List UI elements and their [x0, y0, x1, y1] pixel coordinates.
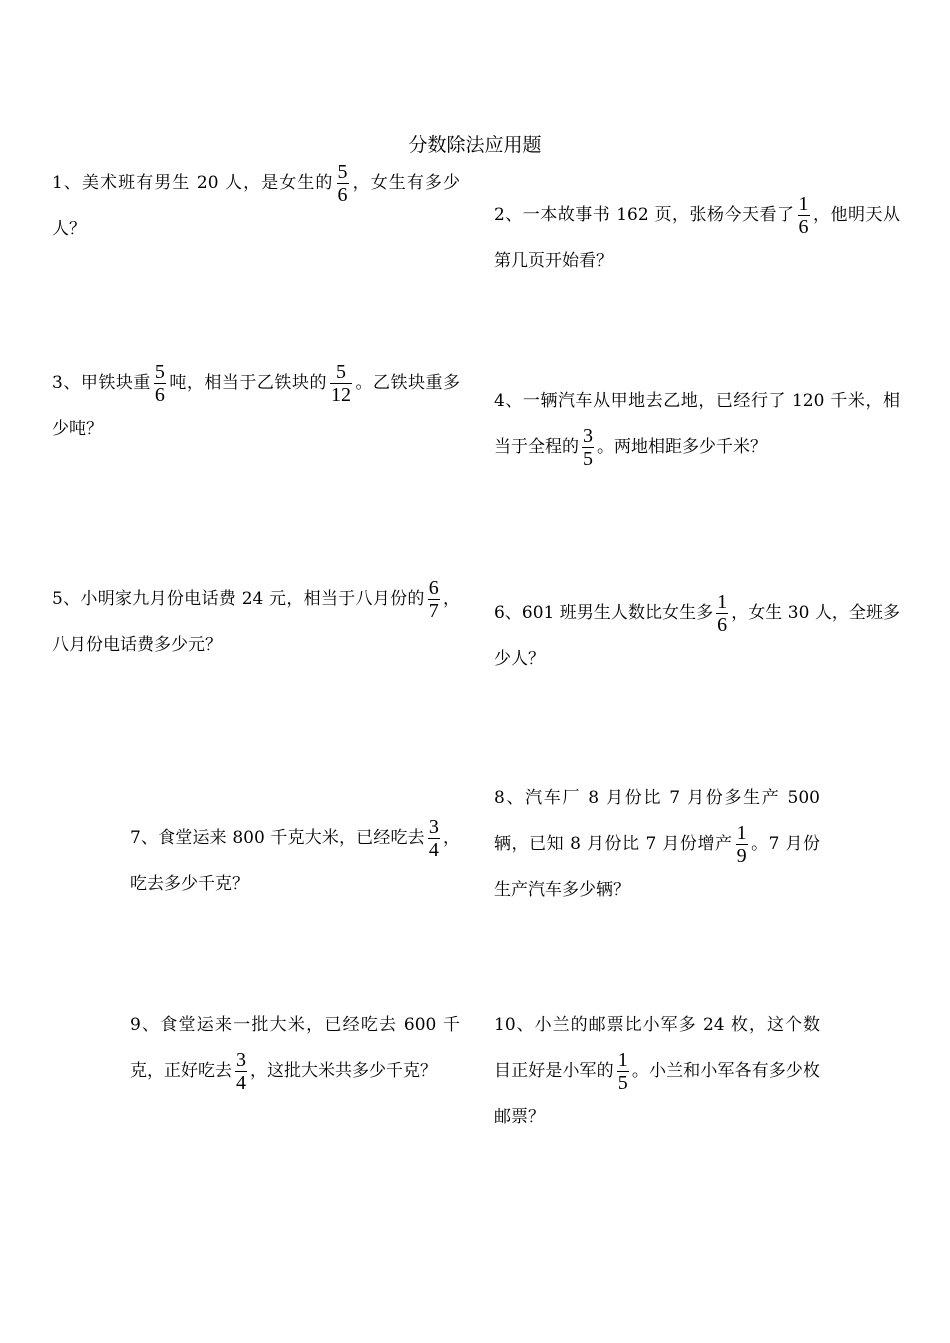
question-text: ，这批大米共多少千克？	[250, 1061, 437, 1081]
question-6	[494, 590, 900, 682]
question-text: ，他明天从第几页开始看？	[494, 205, 900, 271]
question-3	[52, 360, 460, 452]
numerator: 5	[337, 161, 348, 183]
question-text: 7、食堂运来 800 千克大米，已经吃去	[130, 828, 425, 848]
denominator: 5	[617, 1072, 628, 1094]
question-text: ，吃去多少千克？	[130, 828, 461, 894]
question-text: ，八月份电话费多少元？	[52, 589, 460, 655]
question-text: 。小兰和小军各有多少枚邮票？	[494, 1061, 821, 1127]
question-text: 。7 月份生产汽车多少辆？	[494, 834, 820, 900]
denominator: 7	[428, 600, 439, 622]
question-text: 10、小兰的邮票比小军多 24 枚，这个数目正好是小军的	[494, 1015, 820, 1081]
denominator: 9	[736, 845, 747, 867]
denominator: 4	[428, 839, 439, 861]
fraction	[330, 361, 352, 406]
numerator: 1	[736, 822, 747, 844]
denominator: 6	[798, 216, 809, 238]
question-text: ，女生有多少人？	[52, 173, 461, 239]
fraction	[235, 1049, 247, 1094]
question-text: 。乙铁块重多少吨？	[52, 373, 460, 439]
fraction	[154, 361, 166, 406]
denominator: 12	[330, 384, 351, 406]
numerator: 5	[154, 361, 165, 383]
question-2	[494, 192, 900, 284]
numerator: 3	[236, 1049, 246, 1071]
question-text: 6、601 班男生人数比女生多	[494, 603, 714, 623]
numerator: 1	[798, 193, 809, 215]
denominator: 6	[337, 184, 348, 206]
denominator: 6	[154, 384, 165, 406]
question-text: 9、食堂运来一批大米，已经吃去 600 千克，正好吃去	[130, 1015, 460, 1081]
question-text: 吨，相当于乙铁块的	[168, 373, 327, 393]
numerator: 6	[428, 577, 439, 599]
fraction	[337, 161, 349, 206]
fraction	[736, 822, 748, 867]
denominator: 6	[717, 614, 728, 636]
numerator: 1	[617, 1049, 628, 1071]
question-4	[494, 378, 900, 470]
question-text: 5、小明家九月份电话费 24 元，相当于八月份的	[52, 589, 425, 609]
question-text: ，女生 30 人，全班多少人？	[494, 603, 900, 669]
fraction	[428, 577, 440, 622]
fraction	[582, 425, 594, 470]
numerator: 3	[583, 425, 593, 447]
question-7	[130, 815, 460, 907]
question-9	[130, 1002, 460, 1094]
denominator: 5	[583, 448, 593, 470]
question-text: 4、一辆汽车从甲地去乙地，已经行了 120 千米，相当于全程的	[494, 391, 900, 457]
question-text: 3、甲铁块重	[52, 373, 151, 393]
fraction	[716, 591, 728, 636]
denominator: 4	[236, 1072, 246, 1094]
question-text: 8、汽车厂 8 月份比 7 月份多生产 500 辆，已知 8 月份比 7 月份增产	[494, 788, 820, 854]
numerator: 5	[335, 361, 346, 383]
question-1	[52, 160, 460, 252]
numerator: 1	[717, 591, 728, 613]
page-title: 分数除法应用题	[408, 134, 542, 156]
question-text: 1、美术班有男生 20 人，是女生的	[52, 173, 334, 193]
numerator: 3	[428, 816, 439, 838]
fraction	[617, 1049, 629, 1094]
question-10	[494, 1002, 820, 1140]
question-5	[52, 576, 460, 668]
fraction	[798, 193, 810, 238]
question-8	[494, 775, 820, 913]
fraction	[428, 816, 440, 861]
question-text: 。两地相距多少千米？	[597, 437, 767, 457]
question-text: 2、一本故事书 162 页，张杨今天看了	[494, 205, 795, 225]
